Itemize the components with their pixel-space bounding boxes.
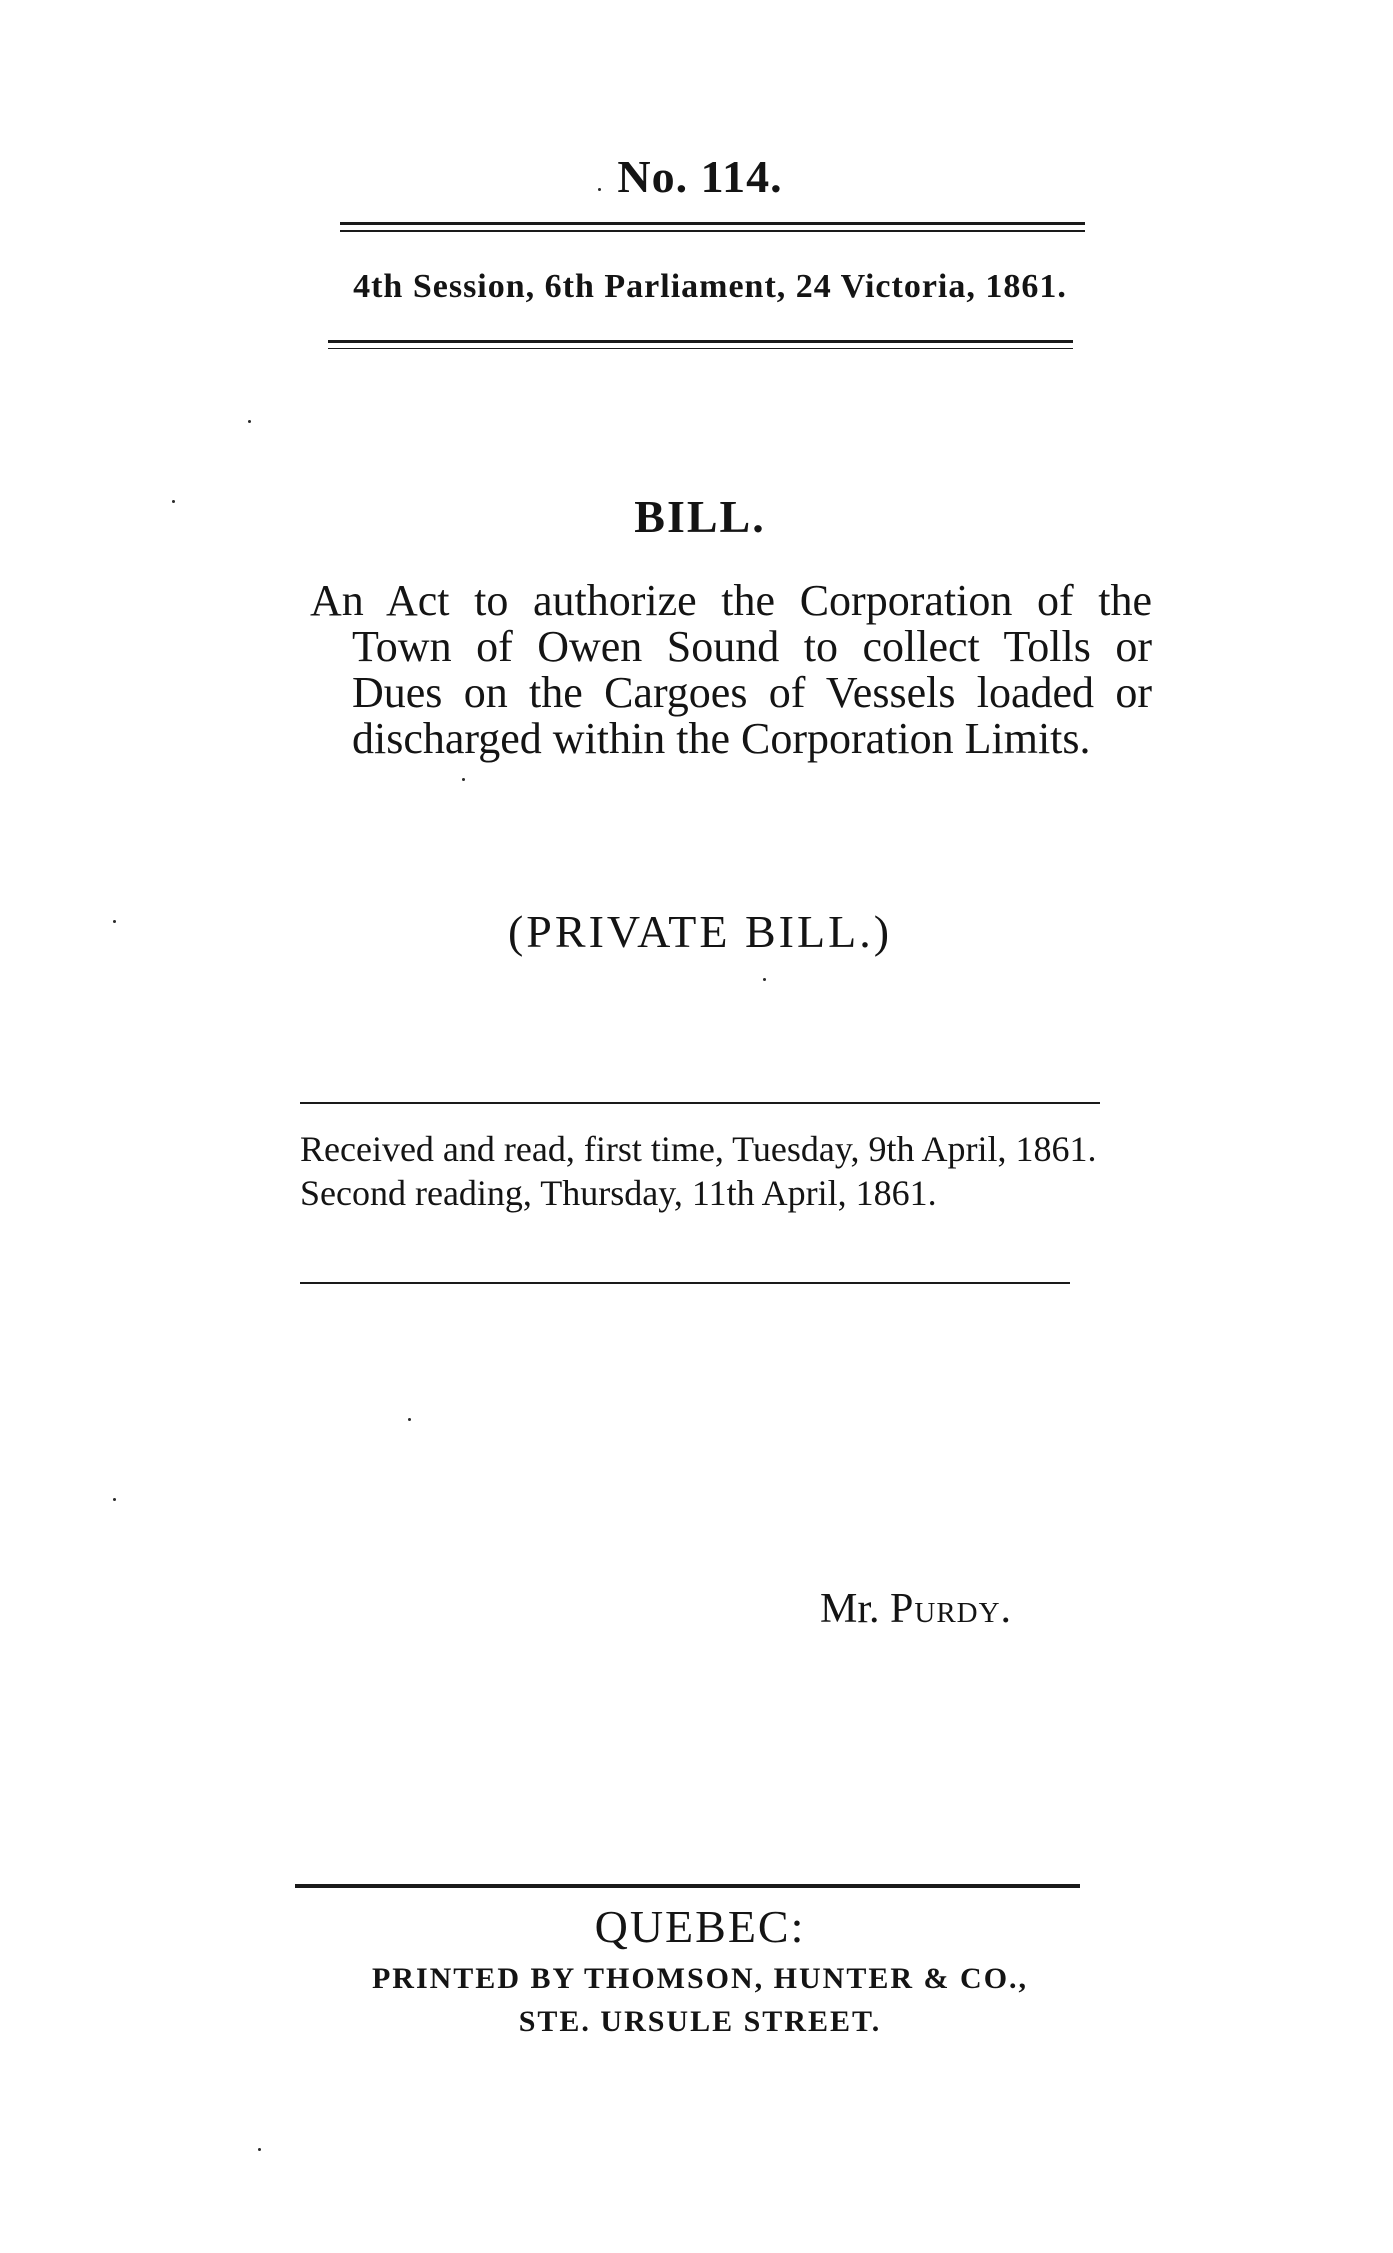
scan-speck <box>462 778 465 781</box>
scan-speck <box>258 2148 261 2151</box>
scan-speck <box>248 420 251 423</box>
scan-speck <box>113 1498 116 1501</box>
imprint-printer: PRINTED BY THOMSON, HUNTER & CO., <box>371 1962 1029 1995</box>
bill-number: No. 114. <box>617 151 783 202</box>
header-rule-top <box>340 222 1085 225</box>
proceedings-record <box>300 1130 1100 1212</box>
session-line: 4th Session, 6th Parliament, 24 Victoria, 1861. <box>353 268 1067 305</box>
header-rule-bottom <box>328 340 1073 343</box>
proceedings-rule-bottom <box>300 1282 1070 1284</box>
scan-speck <box>408 1418 411 1421</box>
sponsor-title: Mr. <box>820 1586 880 1632</box>
header-rule-top-thin <box>340 230 1085 232</box>
proceedings-rule-top <box>300 1102 1100 1104</box>
header-rule-bottom-thin <box>328 348 1073 349</box>
scan-speck <box>113 920 116 923</box>
scan-speck <box>763 978 766 981</box>
bill-title: An Act to authorize the Corporation of the Town of Owen Sound to collect Tolls or Dues on the Cargoes of Vessels loaded or discharged within the Corporation Limits. <box>310 576 1152 763</box>
scan-speck <box>598 188 601 191</box>
sponsor-surname: Purdy. <box>890 1586 1013 1632</box>
bill-heading: BILL. <box>634 491 766 542</box>
scan-speck <box>172 500 175 503</box>
imprint-address: STE. URSULE STREET. <box>518 2005 882 2038</box>
imprint-rule <box>295 1884 1080 1888</box>
private-bill-label: (PRIVATE BILL.) <box>507 906 893 957</box>
first-reading-entry: Received and read, first time, Tuesday, 9th April, 1861. <box>300 1129 1097 1169</box>
imprint-city: QUEBEC: <box>594 1901 806 1952</box>
sponsor-name <box>820 1585 1120 1633</box>
second-reading-entry: Second reading, Thursday, 11th April, 1861. <box>300 1173 937 1213</box>
